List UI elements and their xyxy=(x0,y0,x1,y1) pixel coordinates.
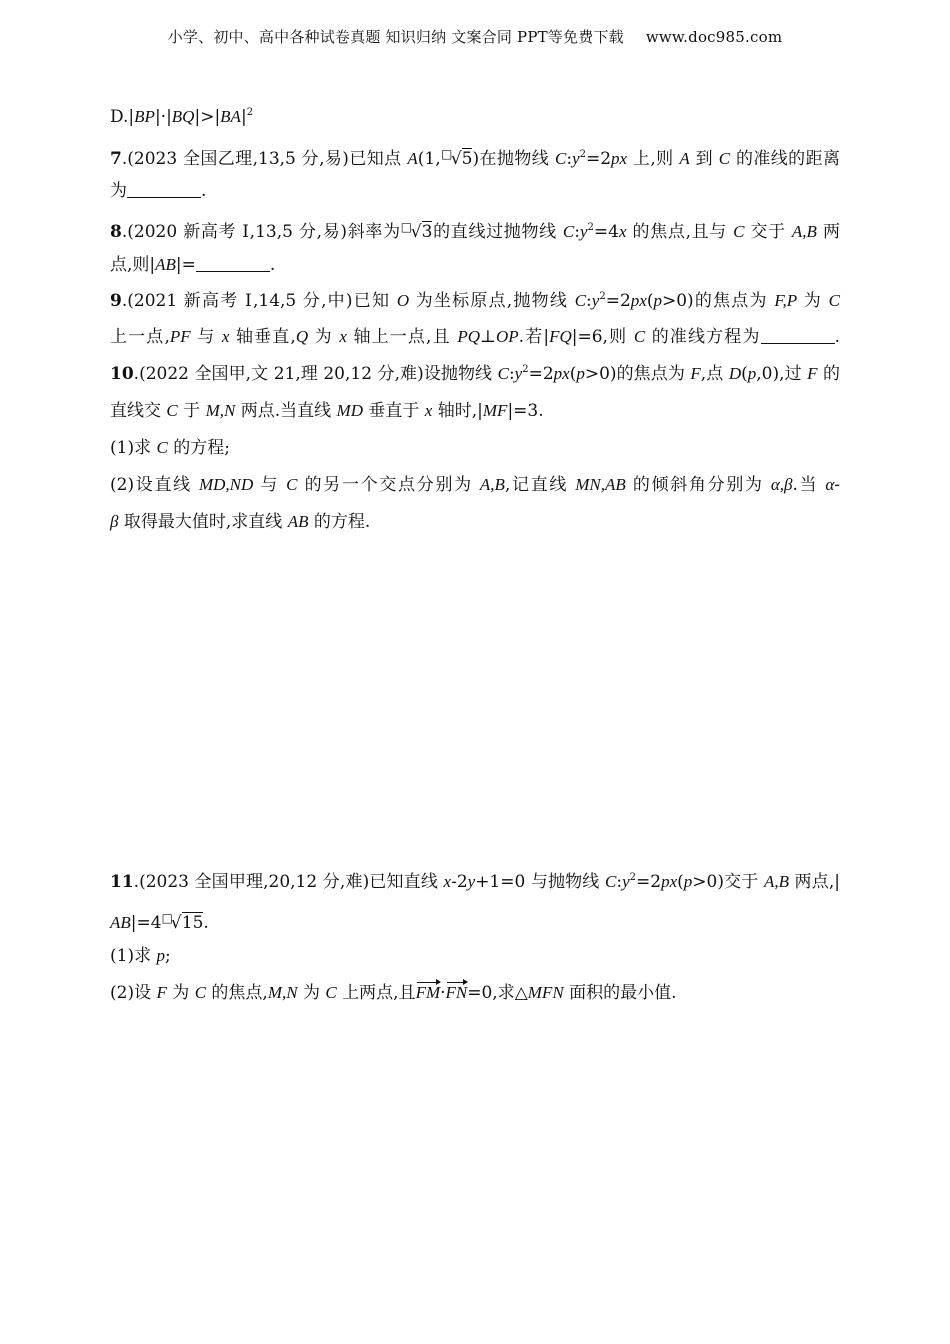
answer-blank[interactable] xyxy=(127,181,201,198)
question-11-line-1: 11.(2023 全国甲理,20,12 分,难)已知直线 x-2y+1=0 与抛物线 $C:y^2=2px(p>0)$交于 A,B 两点,| xyxy=(110,872,840,892)
question-7-line-2: 为 . xyxy=(110,181,207,201)
answer-blank[interactable] xyxy=(761,327,835,344)
question-9-line-1: 9.(2021 新高考 Ⅰ,14,5 分,中)已知 O 为坐标原点,抛物线 $C:y^2=2px(p>0)$的焦点为 F,P 为 C xyxy=(110,291,840,311)
question-9-line-2: 上一点,PF 与 x 轴垂直,Q 为 x 轴上一点,且 PQ⊥OP.若|FQ|=6,则 C 的准线方程为 . xyxy=(110,327,840,347)
question-8-line-1: 8.(2020 新高考 Ⅰ,13,5 分,易)斜率为□√3的直线过抛物线 $C:y^2=4x$ 的焦点,且与 C 交于 A,B 两 xyxy=(110,220,841,242)
question-11-line-2: AB|=4□√15. xyxy=(110,911,209,933)
question-number: 8 xyxy=(110,222,122,242)
option-d: $D.|BP|\cdot|BQ|>|BA|^2$ xyxy=(110,107,254,127)
header-url: www.doc985.com xyxy=(645,28,783,46)
question-10-part-2-line-1: (2)设直线 MD,ND 与 C 的另一个交点分别为 A,B,记直线 MN,AB 的倾斜角分别为 α,β.当 α- xyxy=(110,475,841,495)
header-text: 小学、初中、高中各种试卷真题 知识归纳 文案合同 PPT等免费下载 xyxy=(167,28,624,46)
question-10-part-2-line-2: β 取得最大值时,求直线 AB 的方程. xyxy=(110,512,371,532)
question-10-part-1: (1)求 C 的方程; xyxy=(110,438,230,458)
question-11-part-1: (1)求 p; xyxy=(110,946,171,966)
question-number: 10 xyxy=(110,364,134,384)
page-header xyxy=(0,26,950,47)
question-number: 11 xyxy=(110,872,134,892)
question-7-line-1: 7.(2023 全国乙理,13,5 分,易)已知点 A(1,□√5)在抛物线 $C:y^2=2px$ 上,则 A 到 C 的准线的距离 xyxy=(110,147,841,169)
question-10-line-1: 10.(2022 全国甲,文 21,理 20,12 分,难)设抛物线 $C:y^2=2px(p>0)$的焦点为 F,点 D(p,0),过 F 的 xyxy=(110,364,840,384)
question-8-line-2: 点,则|AB|= . xyxy=(110,255,276,275)
question-10-line-2: 直线交 C 于 M,N 两点.当直线 MD 垂直于 x 轴时,|MF|=3. xyxy=(110,401,544,421)
question-11-part-2: (2)设 F 为 C 的焦点,M,N 为 C 上两点,且FM·FN=0,求△MFN 面积的最小值. xyxy=(110,983,677,1003)
question-number: 9 xyxy=(110,291,122,311)
vector-fm: FM xyxy=(415,983,441,1002)
answer-blank[interactable] xyxy=(196,255,270,272)
question-number: 7 xyxy=(110,149,122,169)
vector-fn: FN xyxy=(445,983,468,1002)
